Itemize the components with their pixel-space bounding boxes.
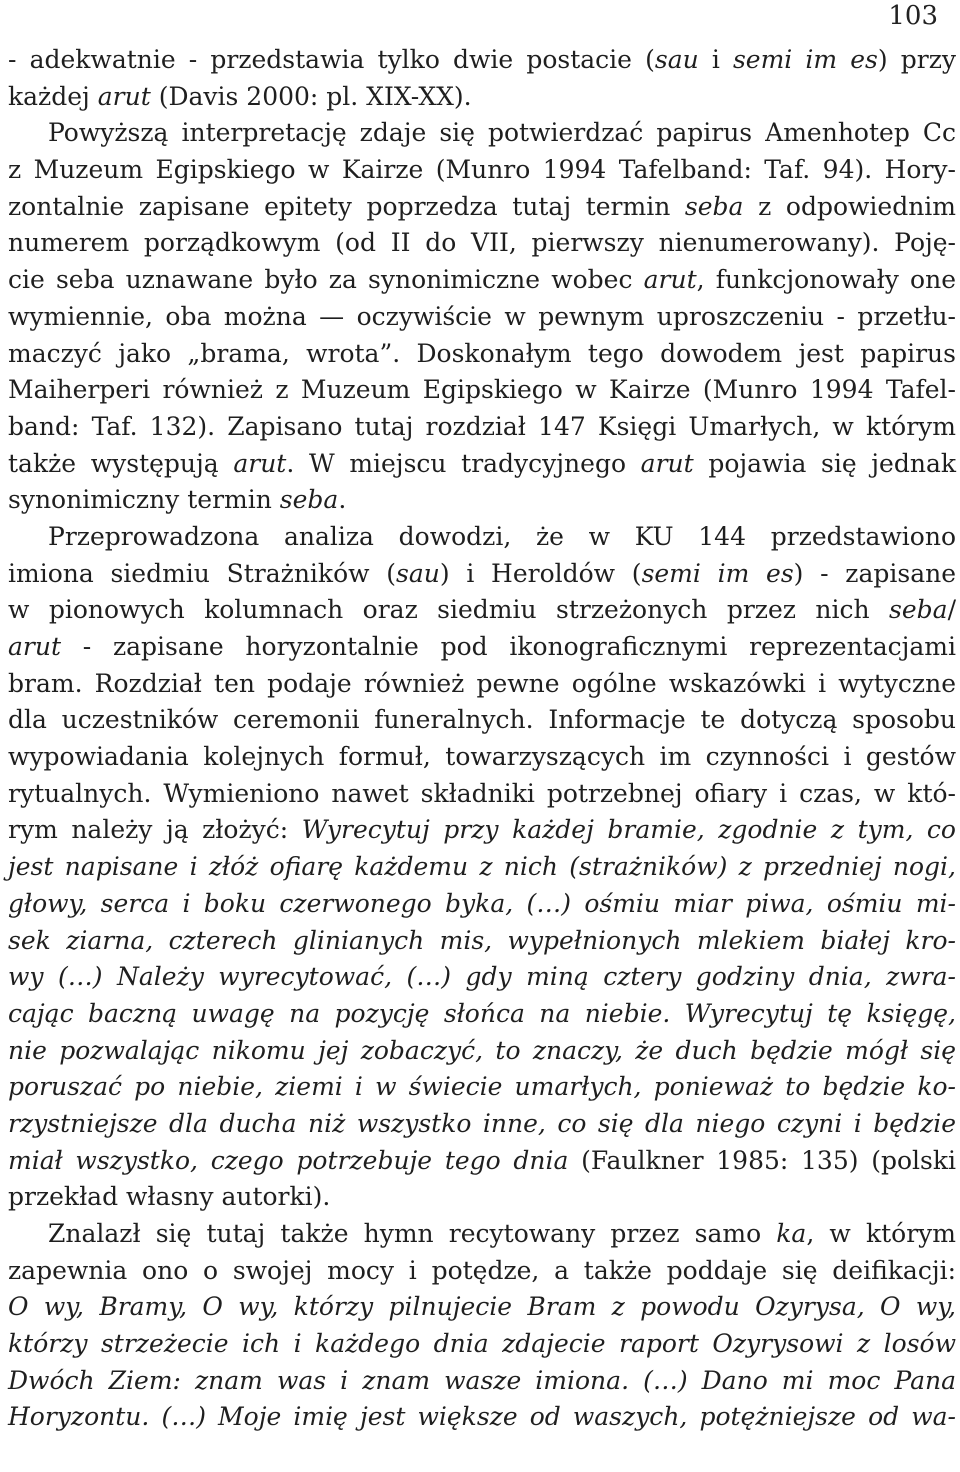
text-run: w pionowych kolumnach oraz siedmiu strzeżonych przez nich [8, 595, 890, 625]
text-line [8, 446, 956, 483]
italic-text: rzystniejsze dla ducha niż wszystko inne, co się dla niego czyni i będzie [8, 1108, 956, 1138]
text-line [8, 1179, 956, 1216]
text-run: . [338, 485, 347, 515]
text-run: band: Taf. 132). Zapisano tutaj rozdział 147 Księgi Umarłych, w którym [8, 411, 956, 441]
text-line [8, 556, 956, 593]
text-line [8, 849, 956, 886]
italic-text: cając baczną uwagę na pozycję słońca na niebie. Wyrecytuj tę księgę, [8, 998, 956, 1028]
text-run: Maiherperi również z Muzeum Egipskiego w Kairze (Munro 1994 Tafel- [8, 375, 956, 405]
text-line [8, 262, 956, 299]
text-line [8, 189, 956, 226]
text-line [8, 1033, 956, 1070]
text-line [8, 115, 956, 152]
text-run: - zapisane horyzontalnie pod ikonograficznymi reprezentacjami [61, 632, 956, 661]
italic-text: miał wszystko, czego potrzebuje tego dnia [8, 1145, 569, 1175]
text-line [8, 776, 956, 813]
text-line [8, 1216, 956, 1253]
text-run: ) - zapisane [793, 558, 957, 588]
italic-text: sau [396, 558, 440, 588]
text-run: . W miejscu tradycyjnego [286, 448, 641, 478]
italic-text: arut [8, 632, 62, 661]
italic-text: seba [889, 595, 948, 625]
text-line [8, 519, 956, 556]
text-run: ) i Heroldów ( [439, 558, 642, 588]
text-run: rym należy ją złożyć: [8, 815, 302, 845]
page-number: 103 [888, 1, 938, 31]
text-run: numerem porządkowym (od II do VII, pierwszy nienumerowany). Poję- [8, 228, 956, 258]
text-line [8, 702, 956, 739]
text-run: dla uczestników ceremonii funeralnych. Informacje te dotyczą sposobu [8, 705, 956, 735]
text-line [8, 959, 956, 996]
text-run: z Muzeum Egipskiego w Kairze (Munro 1994 Tafelband: Taf. 94). Hory- [8, 155, 956, 185]
text-run: zontalnie zapisane epitety poprzedza tutaj termin [8, 191, 685, 221]
italic-text: którzy strzeżecie ich i każdego dnia zdajecie raport Ozyrysowi z losów [8, 1329, 956, 1359]
italic-text: seba [684, 191, 744, 221]
text-run: z odpowiednim [743, 191, 956, 221]
text-line [8, 1326, 956, 1363]
italic-text: Horyzontu. (…) Moje imię jest większe od waszych, potężniejsze od wa- [8, 1402, 956, 1432]
text-line [8, 592, 956, 629]
text-line [8, 79, 956, 116]
italic-text: głowy, serca i boku czerwonego byka, (…) ośmiu miar piwa, ośmiu mi- [8, 888, 956, 918]
text-line [8, 666, 956, 703]
text-run: także występują [8, 448, 234, 478]
italic-text: arut [233, 448, 287, 478]
text-line [8, 482, 956, 519]
italic-text: Wyrecytuj przy każdej bramie, zgodnie z tym, co [301, 815, 956, 845]
text-line [8, 225, 956, 262]
text-line [8, 1106, 956, 1143]
italic-text: semi im es [732, 45, 878, 74]
text-run: rytualnych. Wymieniono nawet składniki potrzebnej ofiary i czas, w któ- [8, 778, 956, 808]
text-line [8, 152, 956, 189]
text-run: synonimiczny termin [8, 485, 280, 515]
italic-text: jest napisane i złóż ofiarę każdemu z nich (strażników) z przedniej nogi, [8, 852, 956, 882]
text-run: przekład własny autorki). [8, 1182, 331, 1212]
text-line [8, 812, 956, 849]
text-run: wymiennie, oba można — oczywiście w pewnym uproszczeniu - przetłu- [8, 301, 956, 331]
text-run: bram. Rozdział ten podaje również pewne ogólne wskazówki i wytyczne [8, 668, 956, 698]
text-line [8, 739, 956, 776]
text-run: wypowiadania kolejnych formuł, towarzyszących im czynności i gestów [8, 742, 956, 772]
text-run: (Davis 2000: pl. XIX-XX). [150, 81, 472, 111]
italic-text: Dwóch Ziem: znam was i znam wasze imiona. (…) Dano mi moc Pana [8, 1365, 956, 1395]
italic-text: O wy, Bramy, O wy, którzy pilnujecie Bram z powodu Ozyrysa, O wy, [8, 1292, 956, 1322]
text-line [8, 1399, 956, 1436]
text-line [8, 996, 956, 1033]
text-line [8, 1363, 956, 1400]
text-line [8, 409, 956, 446]
italic-text: semi im es [641, 558, 794, 588]
italic-text: seba [279, 485, 339, 515]
text-run: Powyższą interpretację zdaje się potwierdzać papirus Amenhotep Cc [48, 118, 956, 148]
text-line [8, 923, 956, 960]
body-text [8, 42, 956, 1436]
italic-text: arut [643, 265, 697, 295]
italic-text: poruszać po niebie, ziemi i w świecie umarłych, ponieważ to będzie ko- [8, 1072, 956, 1102]
text-run: zapewnia ono o swojej mocy i potędze, a także poddaje się deifikacji: [8, 1255, 956, 1285]
italic-text: wy (…) Należy wyrecytować, (…) gdy miną cztery godziny dnia, zwra- [8, 962, 956, 992]
text-run: każdej [8, 81, 98, 111]
text-line [8, 886, 956, 923]
text-run: ) przy [877, 45, 957, 74]
text-line [8, 42, 956, 79]
text-line [8, 1143, 956, 1180]
italic-text: ka [776, 1219, 807, 1248]
text-run: / [947, 595, 956, 625]
text-run: , funkcjonowały one [696, 265, 956, 295]
text-run: Znalazł się tutaj także hymn recytowany przez samo [48, 1219, 777, 1248]
text-line [8, 1253, 956, 1290]
text-run: , w którym [806, 1219, 956, 1248]
italic-text: nie pozwalając nikomu jej zobaczyć, to znaczy, że duch będzie mógł się [8, 1035, 956, 1065]
italic-text: arut [640, 448, 694, 478]
text-run: (Faulkner 1985: 135) (polski [568, 1145, 956, 1175]
text-line [8, 336, 956, 373]
text-run: cie seba uznawane było za synonimiczne wobec [8, 265, 644, 295]
text-run: pojawia się jednak [693, 448, 956, 478]
text-run: Przeprowadzona analiza dowodzi, że w KU 144 przedstawiono [48, 521, 956, 551]
text-line [8, 299, 956, 336]
text-line [8, 629, 956, 666]
italic-text: sau [654, 45, 699, 74]
text-run: i [698, 45, 733, 74]
text-run: imiona siedmiu Strażników ( [8, 558, 396, 588]
text-line [8, 1289, 956, 1326]
text-run: maczyć jako „brama, wrota”. Doskonałym tego dowodem jest papirus [8, 338, 956, 368]
text-line [8, 1069, 956, 1106]
text-run: - adekwatnie - przedstawia tylko dwie postacie ( [8, 45, 655, 74]
italic-text: arut [97, 81, 151, 111]
italic-text: sek ziarna, czterech glinianych mis, wypełnionych mlekiem białej kro- [8, 925, 956, 955]
text-line [8, 372, 956, 409]
